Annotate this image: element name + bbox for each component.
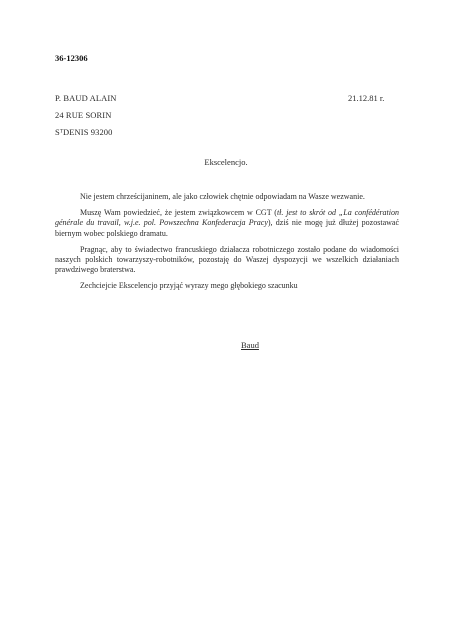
translator-note: tł. jest to skrót od „La confédération générale du travail, w.j.e. pol. Powszechna Konfederacja Pracy (55, 208, 400, 228)
paragraph-2 (55, 208, 399, 239)
letter-body (55, 192, 399, 298)
salutation: Ekscelencjo. (204, 157, 248, 167)
paragraph-3: Pragnąc, aby to świadectwo francuskiego działacza robotniczego zostało podane do wiadomości naszych polskich towarzyszy-robotników, pozostaję do Waszej dyspozycji we wszelkich działaniach prawdziwego braterstwa. (55, 244, 399, 275)
sender-address (55, 90, 117, 141)
letter-date: 21.12.81 r. (348, 93, 385, 103)
reference-number: 36-12306 (55, 53, 88, 63)
sender-city: SᵀDENIS 93200 (55, 127, 113, 137)
paragraph-1: Nie jestem chrześcijaninem, ale jako człowiek chętnie odpowiadam na Wasze wezwanie. (80, 192, 365, 201)
sender-name: P. BAUD ALAIN (55, 93, 117, 103)
paragraph-2-end: ), dziś nie mogę już dłużej pozostawać biernym wobec polskiego dramatu. (55, 218, 399, 238)
signature: Baud (241, 340, 259, 350)
paragraph-4: Zechciejcie Ekscelencjo przyjąć wyrazy mego głębokiego szacunku (80, 281, 298, 291)
sender-street: 24 RUE SORIN (55, 110, 112, 120)
paragraph-2-start: Muszę Wam powiedzieć, że jestem związkowcem w CGT ( (80, 208, 277, 218)
